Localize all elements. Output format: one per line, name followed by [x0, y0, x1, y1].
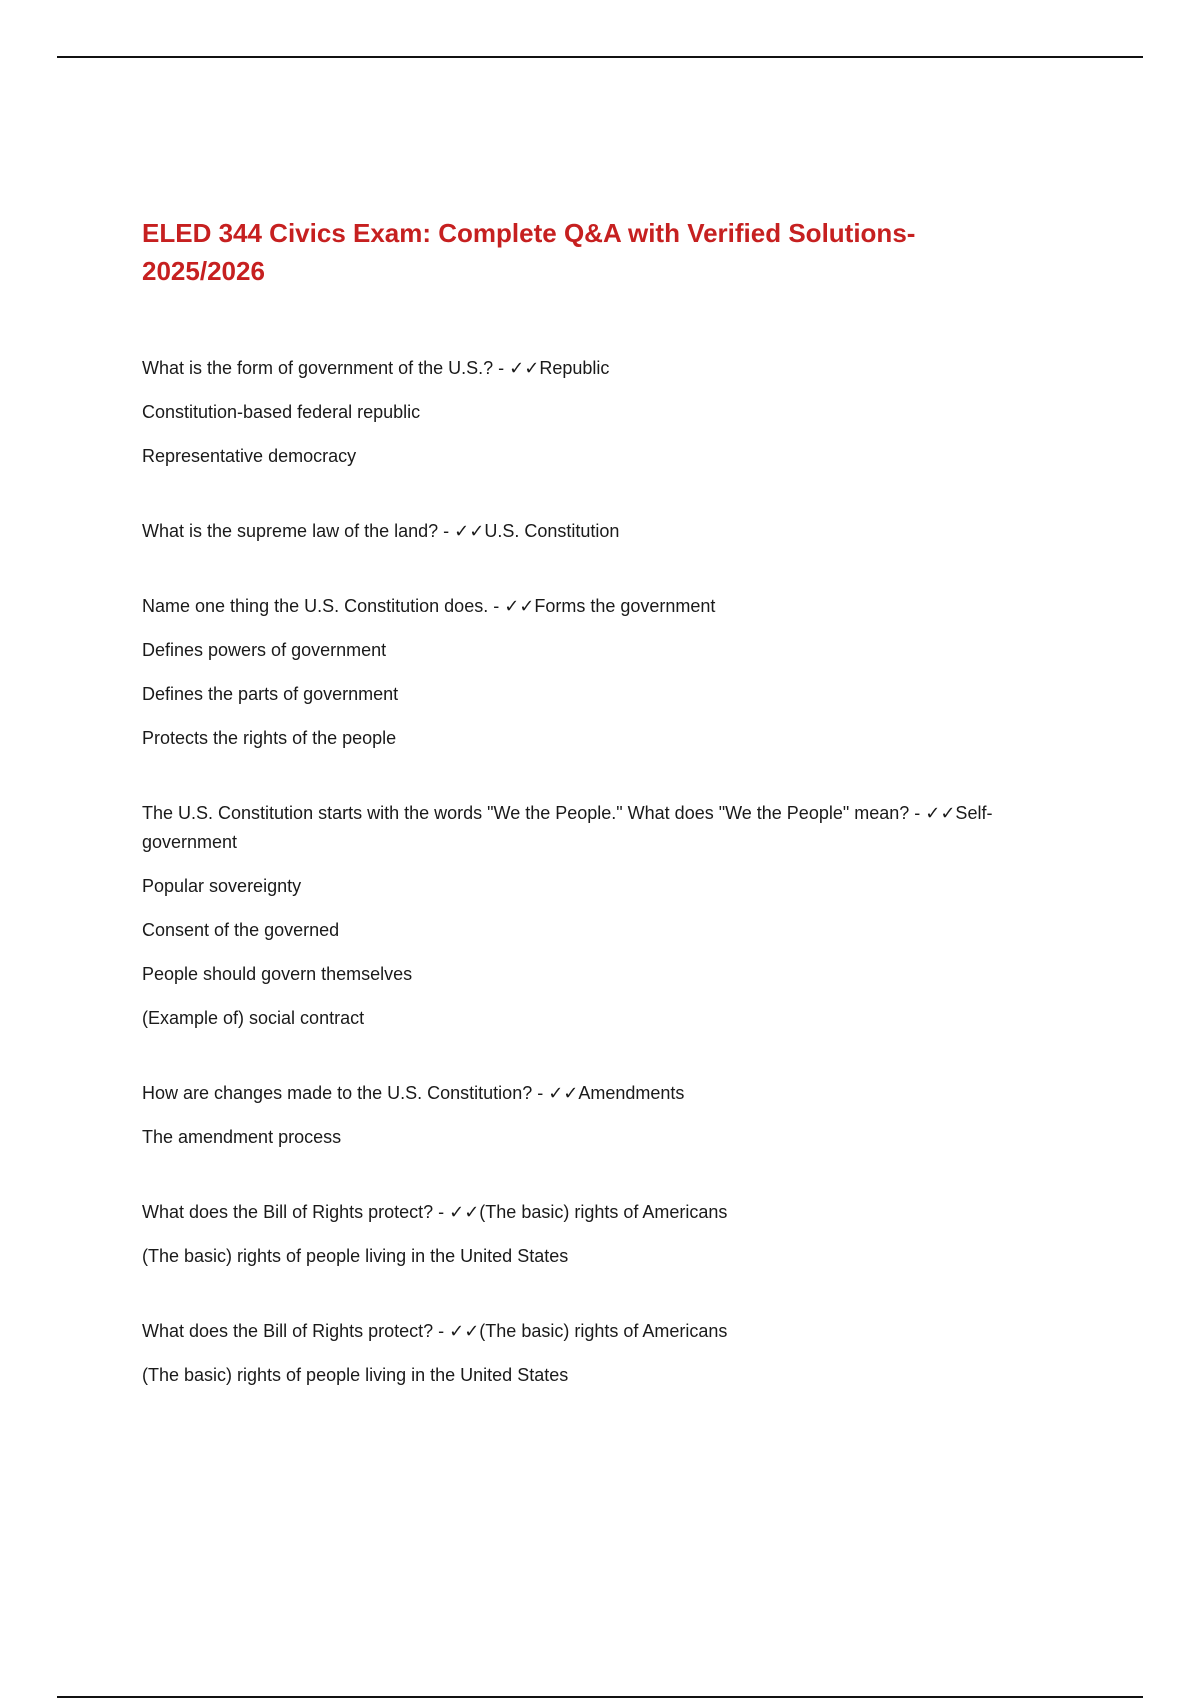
- document-body: [142, 214, 1022, 1436]
- qa-question: What does the Bill of Rights protect? - ✓✓(The basic) rights of Americans: [142, 1202, 728, 1222]
- qa-question: The U.S. Constitution starts with the words "We the People." What does "We the People" mean? - ✓✓Self-government: [142, 803, 993, 852]
- qa-question: What is the form of government of the U.S.? - ✓✓Republic: [142, 358, 610, 378]
- qa-answer: Constitution-based federal republic: [142, 402, 421, 422]
- qa-block-bill-of-rights-repeat: [142, 1317, 1022, 1390]
- top-rule: [57, 56, 1143, 58]
- qa-answer: People should govern themselves: [142, 964, 413, 984]
- qa-block-changes-constitution: [142, 1079, 1022, 1152]
- qa-question: Name one thing the U.S. Constitution does. - ✓✓Forms the government: [142, 596, 716, 616]
- qa-answer: (The basic) rights of people living in the United States: [142, 1246, 569, 1266]
- qa-answer: (The basic) rights of people living in the United States: [142, 1365, 569, 1385]
- qa-question: How are changes made to the U.S. Constitution? - ✓✓Amendments: [142, 1083, 685, 1103]
- qa-answer: Defines the parts of government: [142, 684, 399, 704]
- qa-answer: Protects the rights of the people: [142, 728, 397, 748]
- qa-block-constitution-does: [142, 592, 1022, 753]
- qa-answer: Defines powers of government: [142, 640, 387, 660]
- qa-question: What does the Bill of Rights protect? - ✓✓(The basic) rights of Americans: [142, 1321, 728, 1341]
- qa-answer: The amendment process: [142, 1127, 342, 1147]
- qa-block-we-the-people: [142, 799, 1022, 1033]
- qa-block-form-of-government: [142, 354, 1022, 471]
- qa-question: What is the supreme law of the land? - ✓✓U.S. Constitution: [142, 521, 620, 541]
- bottom-rule: [57, 1696, 1143, 1698]
- qa-answer: (Example of) social contract: [142, 1008, 365, 1028]
- qa-answer: Consent of the governed: [142, 920, 340, 940]
- qa-block-supreme-law: [142, 517, 1022, 546]
- qa-answer: Representative democracy: [142, 446, 357, 466]
- qa-answer: Popular sovereignty: [142, 876, 302, 896]
- qa-block-bill-of-rights: [142, 1198, 1022, 1271]
- document-title: ELED 344 Civics Exam: Complete Q&A with Verified Solutions-2025/2026: [142, 218, 916, 286]
